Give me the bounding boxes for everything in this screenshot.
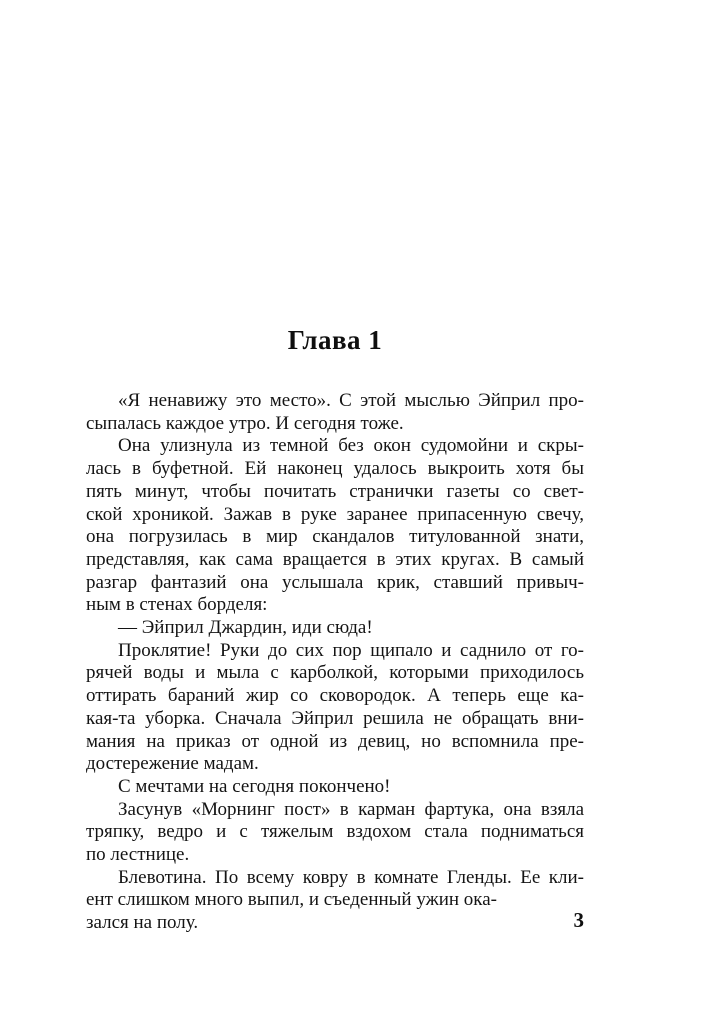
text-line: кая-та уборка. Сначала Эйприл решила не обращать вни-	[86, 707, 584, 729]
text-line: Блевотина. По всему ковру в комнате Гленды. Ее кли-	[118, 866, 584, 888]
text-line: ным в стенах борделя:	[86, 594, 268, 616]
text-line: она погрузилась в мир скандалов титулованной знати,	[86, 526, 584, 548]
text-line: лась в буфетной. Ей наконец удалось выкроить хотя бы	[86, 458, 584, 480]
chapter-heading: Глава 1	[287, 325, 383, 355]
text-line: сыпалась каждое утро. И сегодня тоже.	[86, 412, 404, 434]
text-line: Засунув «Морнинг пост» в карман фартука, она взяла	[118, 798, 584, 820]
text-line: достережение мадам.	[86, 753, 259, 775]
text-line: «Я ненавижу это место». С этой мыслью Эйприл про-	[118, 390, 584, 411]
text-line: разгар фантазий она услышала крик, ставший привыч-	[86, 571, 584, 593]
text-line: зался на полу.	[86, 912, 199, 934]
text-line: тряпку, ведро и с тяжелым вздохом стала подниматься	[86, 821, 584, 843]
text-line: по лестнице.	[86, 844, 190, 866]
text-line: оттирать бараний жир со сковородок. А теперь еще ка-	[86, 685, 584, 707]
text-line: представляя, как сама вращается в этих кругах. В самый	[86, 548, 584, 570]
page-number: 3	[573, 908, 584, 932]
text-line: — Эйприл Джардин, иди сюда!	[118, 617, 373, 639]
text-line: ской хроникой. Зажав в руке заранее припасенную свечу,	[86, 503, 584, 525]
text-line: Она улизнула из темной без окон судомойни и скры-	[118, 435, 584, 457]
text-line: рячей воды и мыла с карболкой, которыми приходилось	[86, 662, 584, 684]
text-line: пять минут, чтобы почитать странички газеты со свет-	[86, 480, 584, 502]
body-text	[86, 390, 584, 935]
text-line: мания на приказ от одной из девиц, но вспомнила пре-	[86, 730, 584, 752]
text-line: С мечтами на сегодня покончено!	[118, 775, 391, 797]
text-line: Проклятие! Руки до сих пор щипало и саднило от го-	[118, 639, 584, 661]
text-line: ент слишком много выпил, и съеденный ужин ока-	[86, 889, 498, 911]
